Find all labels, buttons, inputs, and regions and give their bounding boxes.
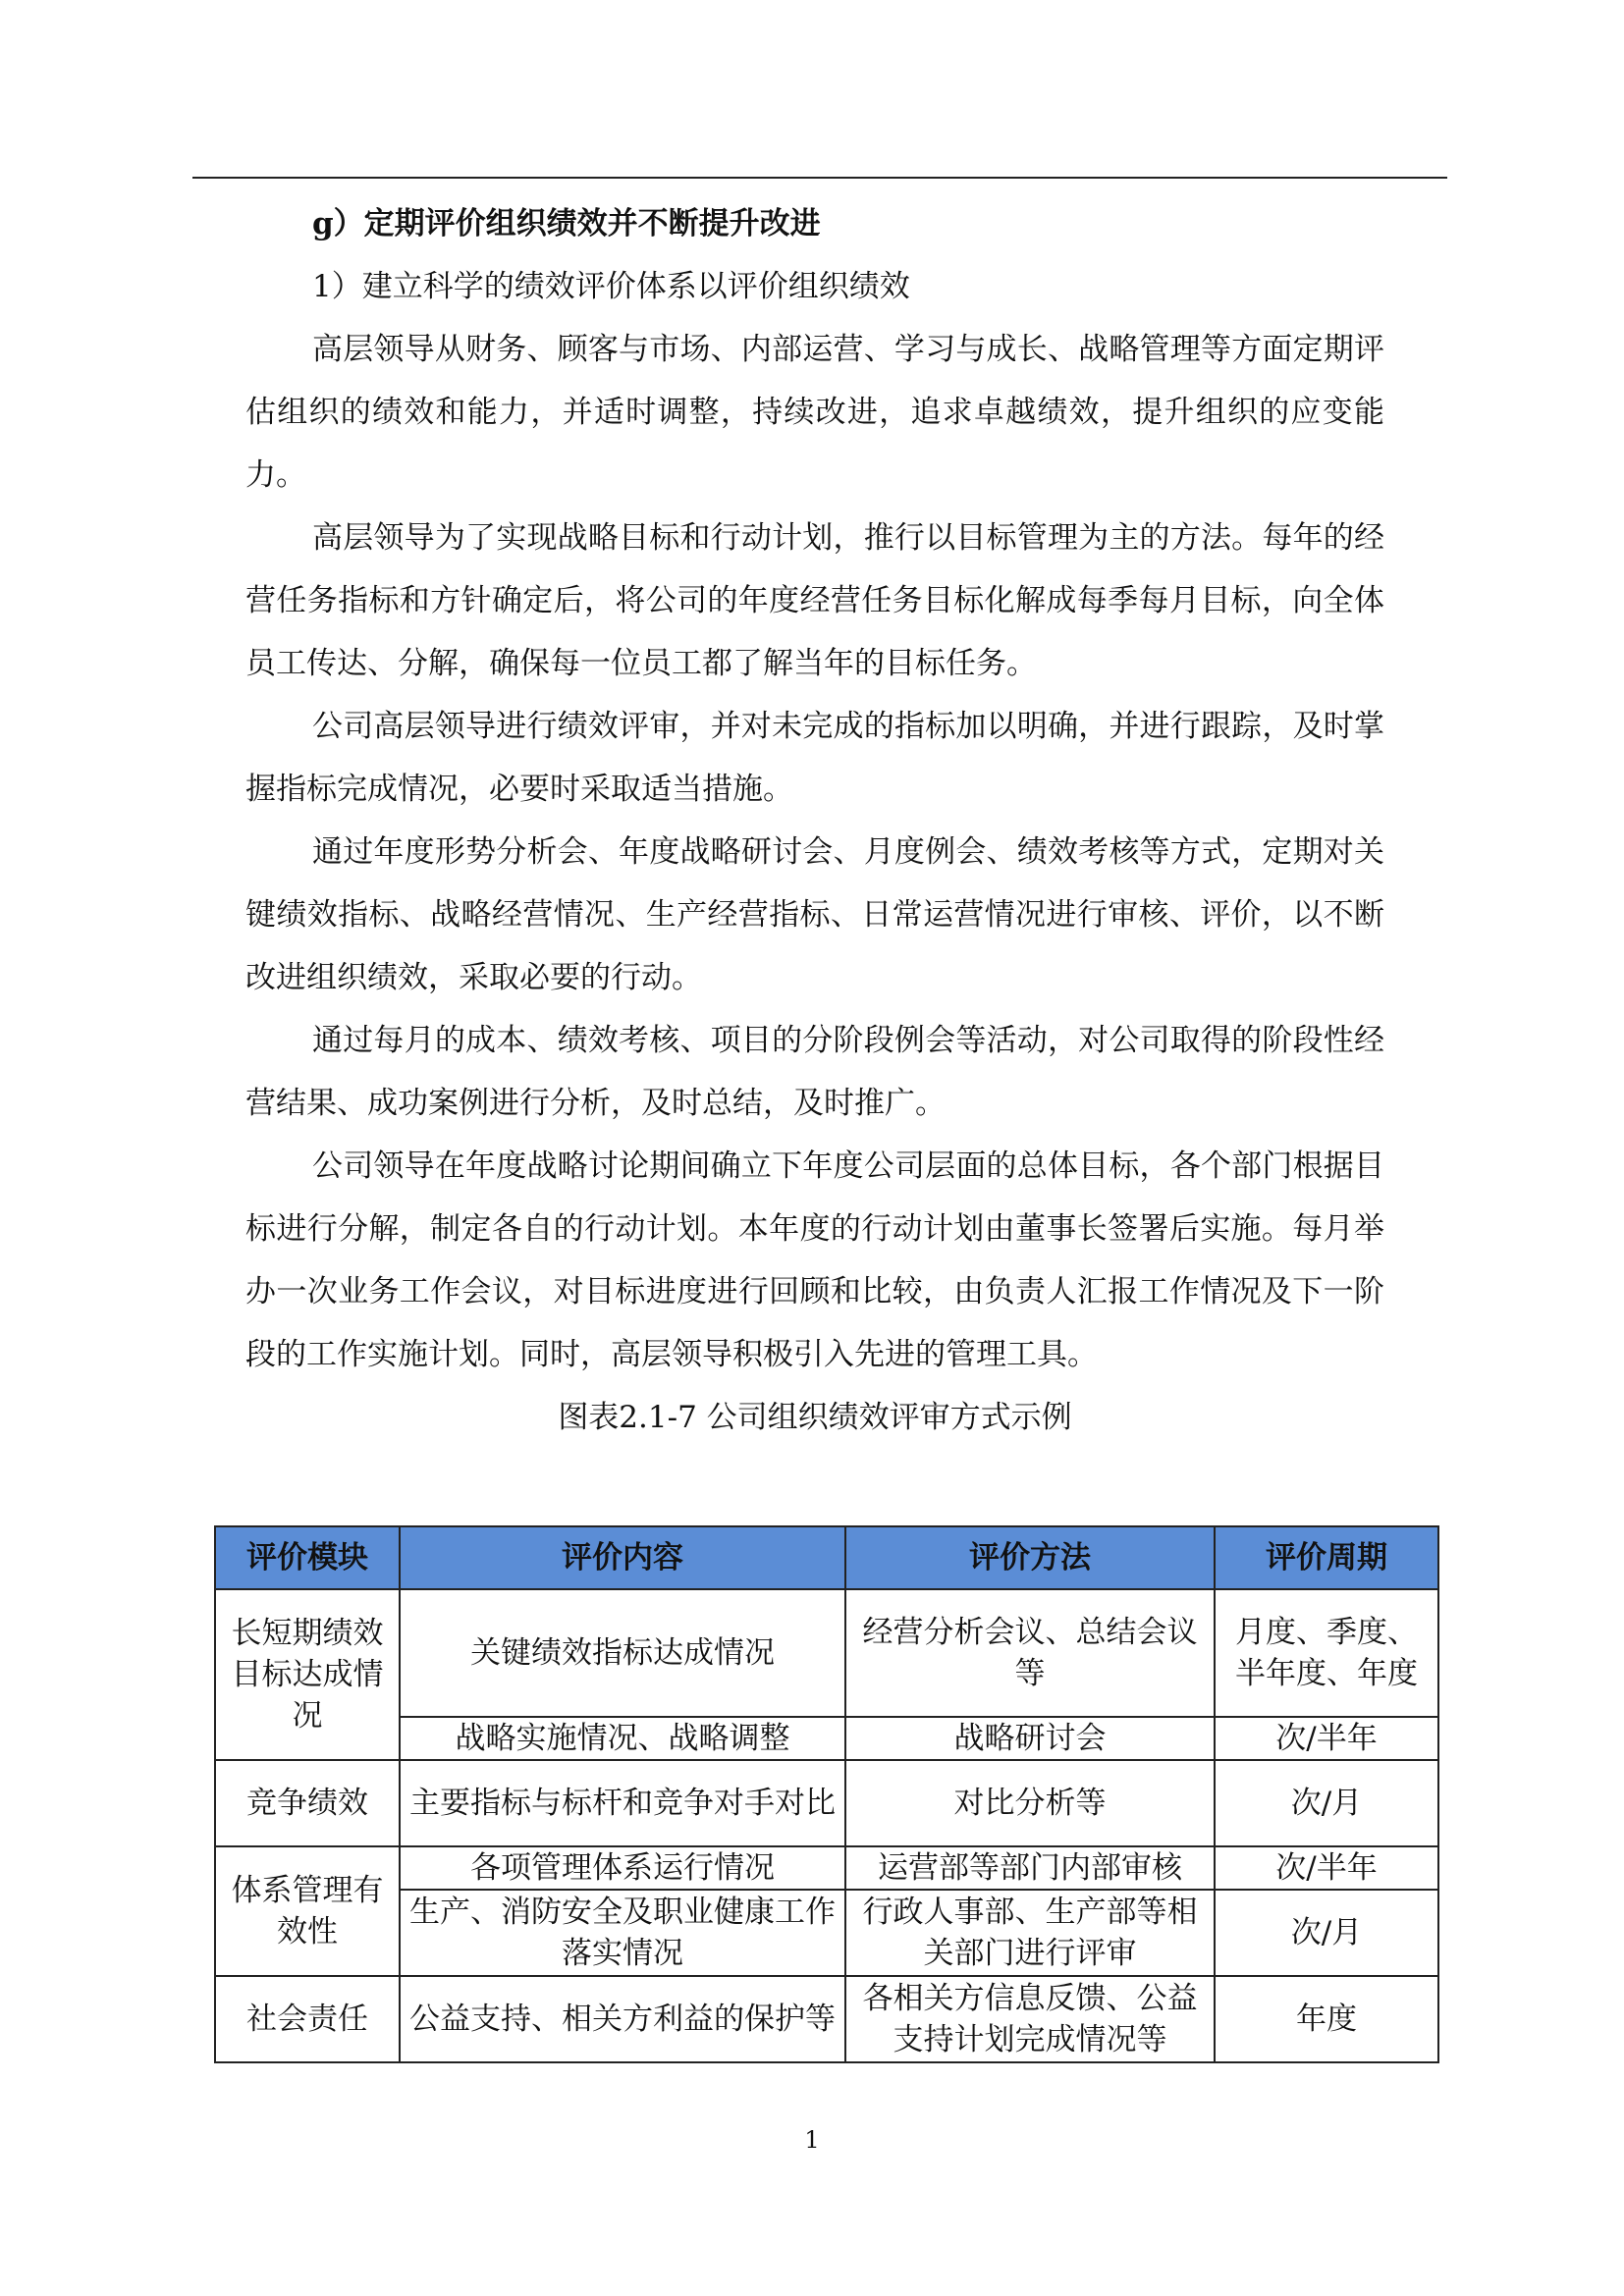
header-period: 评价周期	[1215, 1526, 1438, 1589]
method-cell: 对比分析等	[845, 1760, 1215, 1846]
method-cell: 运营部等部门内部审核	[845, 1846, 1215, 1890]
table-row	[215, 1976, 1438, 2062]
paragraph: 公司高层领导进行绩效评审，并对未完成的指标加以明确，并进行跟踪，及时掌握指标完成情况，必要时采取适当措施。	[245, 709, 1384, 807]
header-rule	[192, 177, 1447, 179]
module-cell: 社会责任	[215, 1976, 400, 2062]
performance-review-table	[214, 1525, 1439, 2063]
method-cell: 战略研讨会	[845, 1717, 1215, 1760]
paragraph: 通过年度形势分析会、年度战略研讨会、月度例会、绩效考核等方式，定期对关键绩效指标、战略经营情况、生产经营指标、日常运营情况进行审核、评价，以不断改进组织绩效，采取必要的行动。	[245, 834, 1384, 995]
document-body	[245, 192, 1384, 1449]
header-method: 评价方法	[845, 1526, 1215, 1589]
table-header-row	[215, 1526, 1438, 1589]
header-module: 评价模块	[215, 1526, 400, 1589]
method-cell: 各相关方信息反馈、公益支持计划完成情况等	[845, 1976, 1215, 2062]
paragraph: 高层领导从财务、顾客与市场、内部运营、学习与成长、战略管理等方面定期评估组织的绩效和能力，并适时调整，持续改进，追求卓越绩效，提升组织的应变能力。	[245, 332, 1384, 493]
period-cell: 次/半年	[1215, 1717, 1438, 1760]
table-caption: 图表2.1-7 公司组织绩效评审方式示例	[558, 1400, 1072, 1435]
content-cell: 公益支持、相关方利益的保护等	[400, 1976, 845, 2062]
module-cell: 长短期绩效目标达成情况	[215, 1589, 400, 1760]
paragraph: 高层领导为了实现战略目标和行动计划，推行以目标管理为主的方法。每年的经营任务指标和方针确定后，将公司的年度经营任务目标化解成每季每月目标，向全体员工传达、分解，确保每一位员工都了解当年的目标任务。	[245, 520, 1384, 681]
content-cell: 关键绩效指标达成情况	[400, 1589, 845, 1717]
content-cell: 战略实施情况、战略调整	[400, 1717, 845, 1760]
period-cell: 次/半年	[1215, 1846, 1438, 1890]
period-cell: 次/月	[1215, 1890, 1438, 1976]
paragraph: 通过每月的成本、绩效考核、项目的分阶段例会等活动，对公司取得的阶段性经营结果、成功案例进行分析，及时总结，及时推广。	[245, 1023, 1384, 1121]
content-cell: 主要指标与标杆和竞争对手对比	[400, 1760, 845, 1846]
method-cell: 经营分析会议、总结会议等	[845, 1589, 1215, 1717]
module-cell: 体系管理有效性	[215, 1846, 400, 1976]
paragraph: 公司领导在年度战略讨论期间确立下年度公司层面的总体目标，各个部门根据目标进行分解，制定各自的行动计划。本年度的行动计划由董事长签署后实施。每月举办一次业务工作会议，对目标进度进行回顾和比较，由负责人汇报工作情况及下一阶段的工作实施计划。同时，高层领导积极引入先进的管理工具。	[245, 1148, 1384, 1372]
header-content: 评价内容	[400, 1526, 845, 1589]
content-cell: 生产、消防安全及职业健康工作落实情况	[400, 1890, 845, 1976]
table-row	[215, 1846, 1438, 1890]
module-cell: 竞争绩效	[215, 1760, 400, 1846]
section-heading: g）定期评价组织绩效并不断提升改进	[312, 206, 821, 241]
page-number: 1	[804, 2126, 820, 2154]
period-cell: 月度、季度、半年度、年度	[1215, 1589, 1438, 1717]
table-row	[215, 1760, 1438, 1846]
table-row	[215, 1589, 1438, 1717]
period-cell: 次/月	[1215, 1760, 1438, 1846]
method-cell: 行政人事部、生产部等相关部门进行评审	[845, 1890, 1215, 1976]
period-cell: 年度	[1215, 1976, 1438, 2062]
subsection-heading: 1）建立科学的绩效评价体系以评价组织绩效	[312, 269, 910, 304]
content-cell: 各项管理体系运行情况	[400, 1846, 845, 1890]
